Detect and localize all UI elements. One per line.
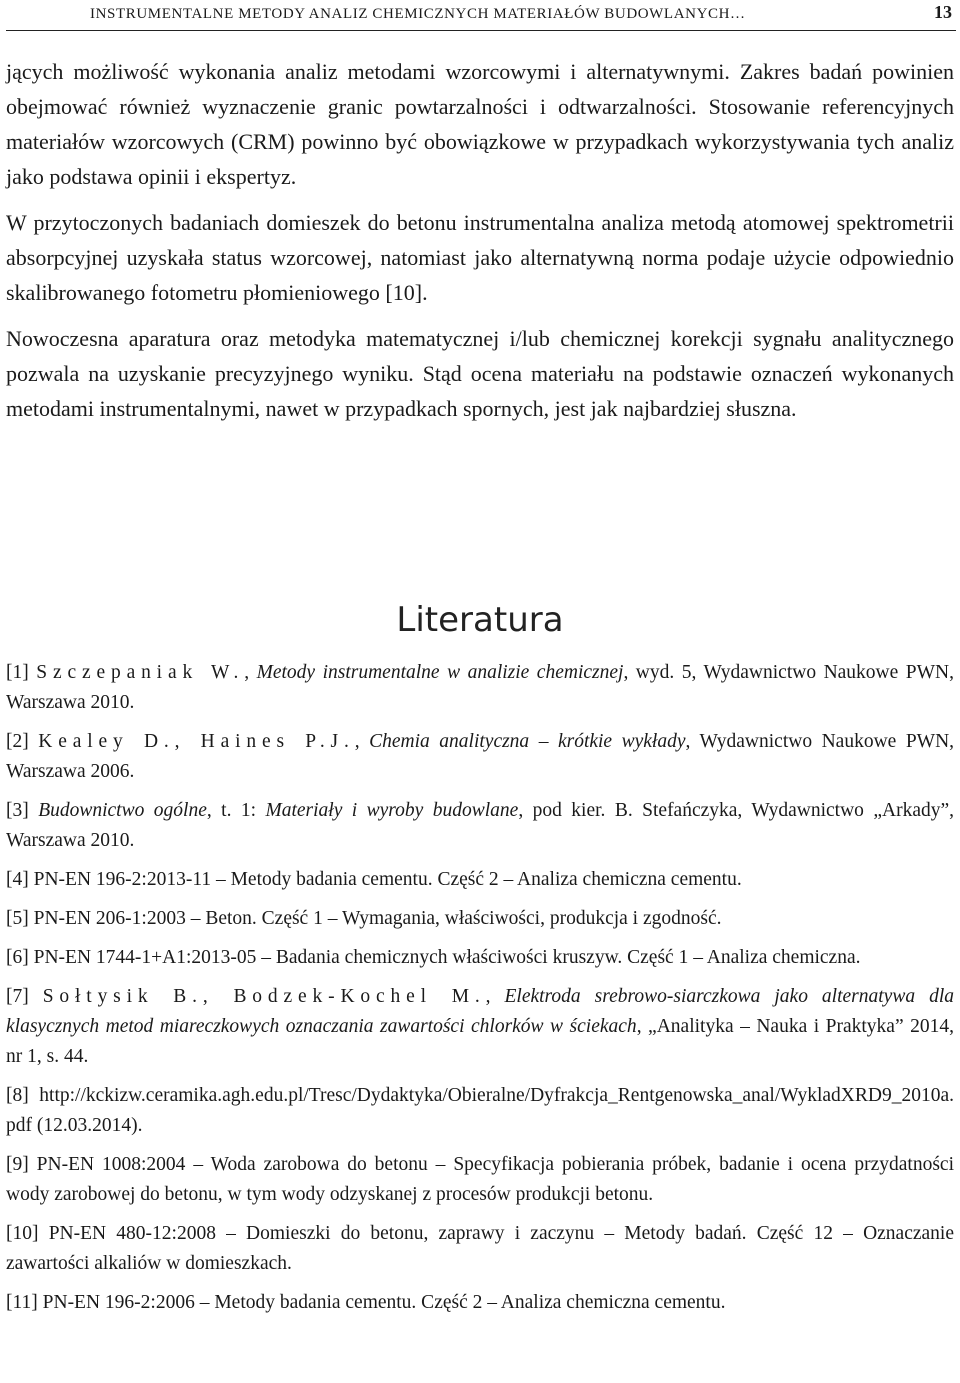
reference-volume-title: Materiały i wyroby budowlane [265,800,519,821]
paragraph: jących możliwość wykonania analiz metodami wzorcowymi i alternatywnymi. Zakres badań powinien obejmować również wyznaczenie granic powtarzalności i odtwarzalności. Stosowanie referencyjnych materiałów wzorcowych (CRM) powinno być obowiązkowe w przypadkach wykorzystywania tych analiz jako podstawa opinii i ekspertyz. [6,59,954,189]
reference-number: [4] [6,869,29,890]
section-heading-literatura: Literatura [396,600,564,640]
running-header-title: INSTRUMENTALNE METODY ANALIZ CHEMICZNYCH MATERIAŁÓW BUDOWLANYCH… [90,6,746,22]
reference-number: [11] [6,1292,38,1313]
paragraph: W przytoczonych badaniach domieszek do betonu instrumentalna analiza metodą atomowej spektrometrii absorpcyjnej uzyskała status wzorcowej, natomiast jako alternatywną norma podaje użycie odpowiednio skalibrowanego fotometru płomieniowego [10]. [6,210,954,305]
reference-title: Chemia analityczna – krótkie wykłady [369,731,686,752]
reference-details: , „Analityka – Nauka i Praktyka” 2014, nr 1, s. 44. [6,1016,954,1067]
reference-item [6,904,954,934]
reference-number: [3] [6,800,29,821]
body-text [6,54,954,437]
reference-number: [5] [6,908,29,929]
reference-item [6,943,954,973]
reference-item: [1] Szczepaniak W., Metody instrumentalne w analizie chemicznej, wyd. 5, Wydawnictwo Naukowe PWN, Warszawa 2010. [6,662,954,713]
reference-text: PN-EN 196-2:2013-11 – Metody badania cementu. Część 2 – Analiza chemiczna cementu. [33,869,742,890]
reference-item: [7] Sołtysik B., Bodzek-Kochel M., Elektroda srebrowo-siarczkowa jako alternatywa dla klasycznych metod miareczkowych oznaczania zawartości chlorków w ściekach, „Analityka – Nauka i Praktyka” 2014, nr 1, s. 44. [6,986,954,1067]
running-header [6,0,956,31]
reference-author: Kealey D., Haines P.J. [38,731,355,752]
reference-number: [7] [6,986,29,1007]
page-number: 13 [934,2,952,22]
reference-text: PN-EN 196-2:2006 – Metody badania cementu. Część 2 – Analiza chemiczna cementu. [42,1292,726,1313]
reference-title: Budownictwo ogólne [38,800,207,821]
paragraph: Nowoczesna aparatura oraz metodyka matematycznej i/lub chemicznej korekcji sygnału analitycznego pozwala na uzyskanie precyzyjnego wyniku. Stąd ocena materiału na podstawie oznaczeń wykonanych metodami instrumentalnymi, nawet w przypadkach spornych, jest jak najbardziej słuszna. [6,326,954,421]
reference-volume: , t. 1: [206,800,266,821]
reference-details: , pod kier. B. Stefańczyka, Wydawnictwo „Arkady”, Warszawa 2010. [6,800,955,851]
reference-details: , Wydawnictwo Naukowe PWN, Warszawa 2006. [6,731,955,782]
reference-url-link[interactable]: http://kckizw.ceramika.agh.edu.pl/Tresc/Dydaktyka/Obieralne/Dyfrakcja_Rentgenowska_anal/WykladXRD9_2010a.pdf [6,1085,954,1136]
reference-list [6,658,954,1327]
reference-text: PN-EN 206-1:2003 – Beton. Część 1 – Wymagania, właściwości, produkcja i zgodność. [33,908,722,929]
reference-details: , wyd. 5, Wydawnictwo Naukowe PWN, Warszawa 2010. [6,662,954,713]
reference-item: [2] Kealey D., Haines P.J., Chemia analityczna – krótkie wykłady, Wydawnictwo Naukowe PWN, Warszawa 2006. [6,731,955,782]
reference-item [6,865,954,895]
reference-details: (12.03.2014). [32,1115,143,1136]
reference-item [6,1288,954,1318]
reference-item [6,796,954,856]
reference-text: PN-EN 1744-1+A1:2013-05 – Badania chemicznych właściwości kruszyw. Część 1 – Analiza chemiczna. [33,947,861,968]
reference-title: Metody instrumentalne w analizie chemicznej [256,662,624,683]
reference-number: [6] [6,947,29,968]
reference-item [6,1150,954,1210]
reference-author: Sołtysik B., Bodzek-Kochel M. [42,986,486,1007]
reference-text: PN-EN 1008:2004 – Woda zarobowa do betonu – Specyfikacja pobierania próbek, badanie i ocena przydatności wody zarobowej do betonu, w tym wody odzyskanej z procesów produkcji betonu. [6,1154,954,1205]
reference-text: PN-EN 480-12:2008 – Domieszki do betonu, zaprawy i zaczynu – Metody badań. Część 12 – Oznaczanie zawartości alkaliów w domieszkach. [6,1223,954,1274]
reference-author: Szczepaniak W. [36,662,245,683]
reference-number: [8] [6,1085,29,1106]
reference-number: [2] [6,731,29,752]
reference-item [6,1081,954,1141]
reference-item [6,1219,954,1279]
reference-number: [9] [6,1154,29,1175]
reference-number: [1] [6,662,29,683]
reference-title: Elektroda srebrowo-siarczkowa jako alternatywa dla klasycznych metod miareczkowych oznaczania zawartości chlorków w ściekach [6,986,954,1037]
reference-number: [10] [6,1223,39,1244]
